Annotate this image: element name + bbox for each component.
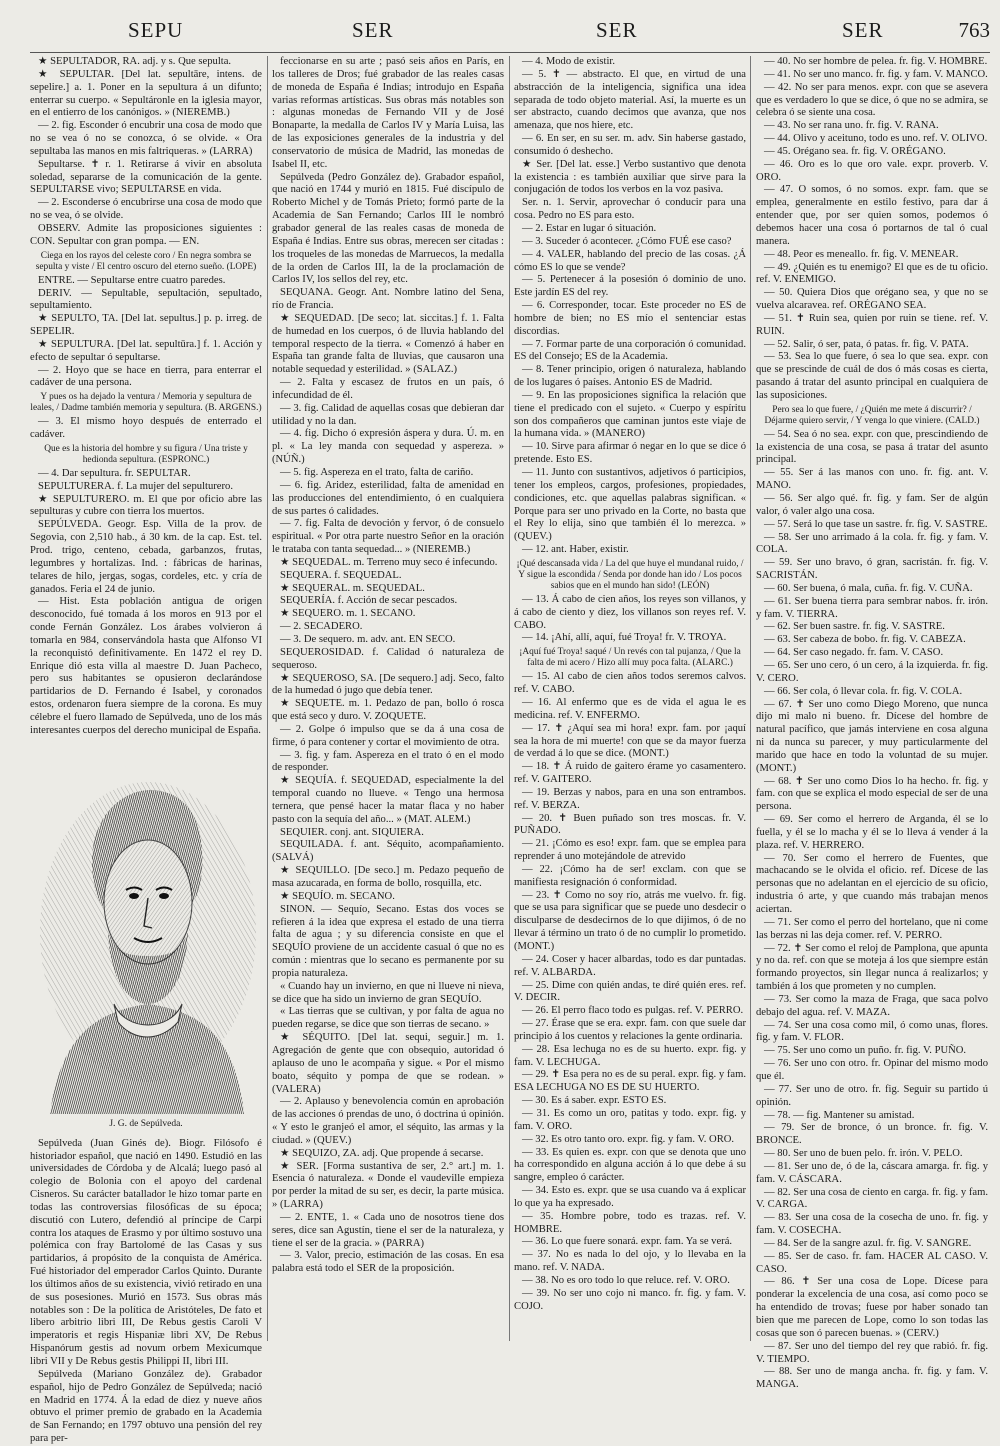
dictionary-entry: — 86. ✝ Ser una cosa de Lope. Dícese para ponderar la excelencia de una cosa, así como poco se ha entendido de trovas; fuese por haber sonado tan bien que me parecen de Lope, como lo son todas las cosas que son ó parecen buenas. » (CERV.) (756, 1276, 988, 1339)
dictionary-entry: — 4. VALER, hablando del precio de las cosas. ¿Á cómo ES lo que se vende? (514, 248, 746, 273)
dictionary-entry: — 38. No es oro todo lo que reluce. ref. V. ORO. (522, 1274, 730, 1286)
dictionary-entry: — 76. Ser uno con otro. fr. Opinar del mismo modo que él. (756, 1058, 988, 1082)
dictionary-entry: — 57. Será lo que tase un sastre. fr. fig. V. SASTRE. (764, 518, 988, 530)
dictionary-entry: — 71. Ser como el perro del hortelano, que ni come las berzas ni las deja comer. ref. V. PERRO. (756, 916, 988, 941)
dictionary-entry: SEQUEROSIDAD. f. Calidad ó naturaleza de sequeroso. (272, 646, 504, 671)
dictionary-entry: — 5. fig. Aspereza en el trato, falta de cariño. (280, 467, 474, 478)
column-divider (509, 56, 510, 1341)
dictionary-entry: — 22. ¡Cómo ha de ser! exclam. con que se manifiesta resignación ó conformidad. (514, 863, 746, 888)
dictionary-entry: — 44. Olivo y aceituno, todo es uno. ref. V. OLIVO. (764, 133, 988, 145)
dictionary-entry: — 88. Ser uno de manga ancha. fr. fig. y fam. V. MANGA. (756, 1366, 988, 1391)
dictionary-entry: — 18. ✝ Á ruido de gaitero érame yo casamentero. ref. V. GAITERO. (514, 761, 746, 786)
dictionary-entry: — 3. De sequero. m. adv. ant. EN SECO. (280, 633, 456, 645)
dictionary-entry: — 85. Ser de caso. fr. fam. HACER AL CASO. V. CASO. (756, 1250, 988, 1275)
dictionary-entry: Sepultarse. ✝ r. 1. Retirarse á vivir en absoluta soledad, separarse de la comunicación de la gente. SEPULTARSE vivo; SEPULTARSE en vida. (30, 158, 262, 196)
dictionary-entry: — 83. Ser una cosa de la cosecha de uno. fr. fig. y fam. V. COSECHA. (756, 1212, 988, 1237)
dictionary-entry: — 59. Ser uno bravo, ó gran, sacristán. fr. fig. V. SACRISTÁN. (756, 557, 988, 582)
dictionary-entry: — 11. Junto con sustantivos, adjetivos ó participios, tener los empleos, cargos, profesiones, propiedades, condiciones, etc. que aquellas palabras significan. « Porque para ser uno privado en la Corte, no basta que el Rey lo elija, sino que también él lo merezca. » (QUEV.) (514, 467, 746, 543)
dictionary-entry: — 73. Ser como la maza de Fraga, que saca polvo debajo del agua. ref. V. MAZA. (756, 993, 988, 1018)
dictionary-entry: — 78. — fig. Mantener su amistad. (764, 1109, 915, 1121)
dictionary-entry: — 40. No ser hombre de pelea. fr. fig. V. HOMBRE. (764, 56, 988, 67)
dictionary-entry: ¡Qué descansada vida / La del que huye el mundanal ruido, / Y sigue la escondida / Senda por donde han ido / Los pocos sabios que en el mundo han sido! (LEÓN) (516, 558, 744, 591)
dictionary-entry: — 5. Pertenecer á la posesión ó dominio de uno. Este jardín ES del rey. (514, 274, 746, 299)
dictionary-entry: — 15. Al cabo de cien años todos seremos calvos. ref. V. CABO. (514, 671, 746, 696)
dictionary-entry: — 46. Oro es lo que oro vale. expr. proverb. V. ORO. (756, 158, 988, 183)
dictionary-entry: — 4. Modo de existir. (522, 56, 615, 67)
dictionary-entry: ★ SEQUEDAL. m. Terreno muy seco é infecundo. (280, 556, 498, 568)
dictionary-entry: ★ SER. [Forma sustantiva de ser, 2.° art.] m. 1. Esencia ó naturaleza. « Donde el vaudeville empieza por perder la mitad de su ser, es decir, la parte música. » (LARRA) (272, 1160, 504, 1211)
dictionary-entry: — 60. Ser buena, ó mala, cuña. fr. fig. V. CUÑA. (764, 582, 973, 594)
dictionary-entry: — 2. Golpe ó impulso que se da á una cosa de firme, ó para contener y cortar el movimiento de otra. (272, 723, 504, 748)
dictionary-entry: Ser. n. 1. Servir, aprovechar ó conducir para una cosa. Pedro no ES para esto. (514, 197, 746, 222)
dictionary-entry: — 20. ✝ Buen puñado son tres moscas. fr. V. PUÑADO. (514, 812, 746, 837)
dictionary-entry: — 6. En ser, en su ser. m. adv. Sin haberse gastado, consumido ó deshecho. (514, 133, 746, 157)
dictionary-entry: — 2. Esconderse ó encubrirse una cosa de modo que no se vea, ó se olvide. (30, 197, 262, 222)
dictionary-entry: — 75. Ser uno como un puño. fr. fig. V. PUÑO. (764, 1045, 967, 1057)
dictionary-entry: ★ SEQUETE. m. 1. Pedazo de pan, bollo ó rosca que está seco y duro. V. ZOQUETE. (272, 698, 504, 723)
dictionary-entry: — 72. ✝ Ser como el reloj de Pamplona, que apunta y no da. ref. con que se moteja á los que siempre están formando proyectos, sin llegar nunca á realizarlos; y también á los que prometen y no cumplen. (756, 942, 988, 993)
dictionary-entry: — 4. fig. Dicho ó expresión áspera y dura. Ú. m. en pl. « La ley manda con sequedad y aspereza. » (NÚÑ.) (272, 428, 504, 466)
dictionary-entry: « Cuando hay un invierno, en que ni llueve ni nieva, se dice que ha sido un invierno de gran SEQUÍO. (272, 980, 504, 1005)
dictionary-entry: — 2. Falta y escasez de frutos en un país, ó infecundidad de él. (272, 377, 504, 401)
dictionary-entry: « Las tierras que se cultivan, y por falta de agua no pueden regarse, se dice que son tierras de secano. » (272, 1006, 504, 1031)
dictionary-entry: — 77. Ser uno de otro. fr. fig. Seguir su partido ú opinión. (756, 1083, 988, 1108)
dictionary-entry: — 13. Á cabo de cien años, los reyes son villanos, y á cabo de ciento y diez, los villanos son reyes ref. V. CABO. (514, 593, 746, 631)
dictionary-entry: ★ SEPULTAR. [Del lat. sepultāre, intens. de sepelire.] a. 1. Poner en la sepultura á un difunto; enterrar su cuerpo. « Sepultáronle en la iglesia mayor, en el entierro de los canónigos. » (NIEREMB.) (30, 68, 262, 119)
dictionary-entry: — 79. Ser de bronce, ó un bronce. fr. fig. V. BRONCE. (756, 1122, 988, 1147)
column-1-entries-top (30, 56, 262, 738)
dictionary-entry: — 12. ant. Haber, existir. (522, 544, 629, 556)
dictionary-entry: — 3. Valor, precio, estimación de las cosas. En esa palabra está todo el SER de la proposición. (272, 1250, 504, 1275)
dictionary-entry: — 33. Es quien es. expr. con que se denota que uno ha correspondido en alguna acción á lo que debe á su sangre, empleo ó carácter. (514, 1146, 746, 1184)
dictionary-entry: — 16. Al enfermo que es de vida el agua le es medicina. ref. V. ENFERMO. (514, 696, 746, 721)
dictionary-entry: — 23. ✝ Como no soy río, atrás me vuelvo. fr. fig. que se usa para significar que se puede uno desdecir o disculparse de desdecirnos de lo que dijimos, ó de no llevar á término un trato ó de no cumplir lo prometido. (MONT.) (514, 889, 746, 952)
dictionary-entry: SEQUERÍA. f. Acción de secar pescados. (280, 595, 458, 607)
dictionary-entry: — 54. Sea ó no sea. expr. con que, prescindiendo de la existencia de una cosa, se pasa á tratar del asunto principal. (756, 428, 988, 466)
dictionary-entry: — 3. fig. Calidad de aquellas cosas que debieran dar utilidad y no la dan. (272, 402, 504, 427)
dictionary-entry: — 21. ¡Cómo es eso! expr. fam. que se emplea para reprender á uno motejándole de atrevido (514, 838, 746, 863)
dictionary-entry: DERIV. — Sepultable, sepultación, sepultado, sepultamiento. (30, 287, 262, 312)
dictionary-entry: — 39. No ser uno cojo ni manco. fr. fig. y fam. V. COJO. (514, 1287, 746, 1312)
dictionary-entry: Que es la historia del hombre y su figura / Una triste y hedionda sepultura. (ESPRONC.) (44, 443, 248, 465)
dictionary-entry: — 14. ¡Ahí, allí, aquí, fué Troya! fr. V. TROYA. (522, 632, 727, 644)
dictionary-entry: ★ SEQUIZO, ZA. adj. Que propende á secarse. (280, 1147, 484, 1159)
dictionary-entry: SINON. — Sequío, Secano. Estas dos voces se refieren á la idea que expresa el estado de una tierra falta de agua ; y su diferencia consiste en que el SEQUÍO proviene de un accidente casual ó que no es común : mientras que lo secano es permanente por su propia naturaleza. (272, 903, 504, 979)
dictionary-entry: — 56. Ser algo qué. fr. fig. y fam. Ser de algún valor, ó valer algo una cosa. (756, 493, 988, 517)
dictionary-entry: — 30. Es á saber. expr. ESTO ES. (522, 1095, 667, 1107)
dictionary-entry: — 58. Ser uno arrimado á la cola. fr. fig. y fam. V. COLA. (756, 531, 988, 556)
dictionary-entry: ENTRE. — Sepultarse entre cuatro paredes. (38, 274, 226, 286)
dictionary-entry: — 26. El perro flaco todo es pulgas. ref. V. PERRO. (522, 1005, 744, 1017)
dictionary-entry: — 84. Ser de la sangre azul. fr. fig. V. SANGRE. (764, 1237, 972, 1249)
dictionary-entry: — 2. Hoyo que se hace en tierra, para enterrar el cadáver de una persona. (30, 364, 262, 389)
dictionary-entry: Sepúlveda (Juan Ginés de). Biogr. Filósofo é historiador español, que nació en 1490. Estudió en las universidades de Córdoba y de Alcalá; luego pasó al colegio de Bolonia con el apoyo del cardenal Cisneros. Su carácter batallador le hizo tomar parte en todas las controversias filosóficas de su época; discutió con Lutero, defendió al príncipe de Carpi contra los ataques de Erasmo y por último sostuvo una polémica con fray Bartolomé de las Casas y sus partidarios, á propósito de la conquista de América. Fué historiador del emperador Carlos Quinto. Durante los últimos años de su existencia, vivió retirado en una de sus posesiones. Murió en 1573. Sus obras más notables son : De la política de Aristóteles, De fato et libero arbitrio libri III, De Rebus gestis Caroli V imperatoris et regis Hispaniæ libri XV, De Rebus Hispanórum gestis ad novum orbem Mexicumque libri VII y De Rebus gestis Philippi II, libri III. (30, 1137, 262, 1367)
dictionary-entry: SEQUERA. f. SEQUEDAL. (280, 569, 402, 581)
dictionary-entry: Sepúlveda (Pedro González de). Grabador español, que nació en 1744 y murió en 1815. Fué discípulo de Roberto Michel y de Tomás Prieto; formó parte de la Academia de San Fernando; Carlos III le nombró grabador general de las reales casas de moneda de España é Indias. Entre sus obras, merecen ser citadas : los troqueles de las monedas de Marruecos, la medalla de la orden de Carlos III, la de la proclamación de Carlos IV, los sellos del rey, etc. (272, 171, 504, 286)
dictionary-entry: — 29. ✝ Esa pera no es de su peral. expr. fig. y fam. ESA LECHUGA NO ES DE SU HUERTO. (514, 1069, 746, 1094)
dictionary-entry: ★ SEQUEROSO, SA. [De sequero.] adj. Seco, falto de la humedad ó jugo que debía tener. (272, 672, 504, 697)
dictionary-entry: — 31. Es como un oro, patitas y todo. expr. fig. y fam. V. ORO. (514, 1107, 746, 1132)
dictionary-entry: — 3. Suceder ó acontecer. ¿Cómo FUÉ ese caso? (522, 235, 732, 247)
dictionary-entry: ★ SEQUÍO. m. SECANO. (280, 890, 395, 902)
column-1 (30, 56, 262, 1445)
page-number: 763 (958, 18, 990, 42)
dictionary-entry: ★ SEPULTURA. [Del lat. sepultūra.] f. 1. Acción y efecto de sepultar ó sepultarse. (30, 338, 262, 363)
header-rule (30, 52, 990, 53)
dictionary-entry: ★ SEPULTADOR, RA. adj. y s. Que sepulta. (38, 56, 232, 67)
dictionary-entry: — 36. Lo que fuere sonará. expr. fam. Ya se verá. (522, 1236, 733, 1248)
dictionary-entry: SEPÚLVEDA. Geogr. Esp. Villa de la prov. de Segovia, con 2,510 hab., á 30 km. de la cap. Est. tel. Prod. trigo, centeno, cebada, garbanzos, frutas, legumbres y hortalizas. Ind. : fábricas de harinas, telares de hilo, jergas, sogas, cordeles, etc. y cría de ganados. Feria el 24 de junio. (30, 519, 262, 595)
dictionary-entry: — 32. Es otro tanto oro. expr. fig. y fam. V. ORO. (522, 1133, 735, 1145)
dictionary-entry: — 64. Ser caso negado. fr. fam. V. CASO. (764, 647, 944, 659)
dictionary-entry: — 67. ✝ Ser uno como Diego Moreno, que nunca dijo mi malo ni bueno. fr. Dícese del hombre de natural pacífico, que jamás interviene en cosa alguna ni da nunca su parecer, y muy particularmente del marido que hace en todo la voluntad de su mujer. (MONT.) (756, 698, 988, 774)
dictionary-entry: — 47. O somos, ó no somos. expr. fam. que se emplea, generalmente en estilo festivo, para dar á entender que, por ser quien somos, podemos ó debemos hacer una cosa ó portarnos de tal ó cual manera. (756, 184, 988, 247)
dictionary-entry: — 2. ENTE, 1. « Cada uno de nosotros tiene dos seres, dice san Agustín, tiene el ser de la naturaleza, y tiene el ser de la gracia. » (PARRA) (272, 1211, 504, 1249)
dictionary-entry: — 53. Sea lo que fuere, ó sea lo que sea. expr. con que se prescinde de cuál de dos ó más cosas es cierta, pasando á tratar del asunto principal en cualquiera de las suposiciones. (756, 351, 988, 401)
dictionary-entry: — 2. Estar en lugar ó situación. (522, 222, 657, 234)
dictionary-entry: — 7. Formar parte de una corporación ó comunidad. ES del Consejo; ES de la Academia. (514, 338, 746, 363)
dictionary-entry: — 62. Ser buen sastre. fr. fig. V. SASTRE. (764, 621, 945, 633)
dictionary-entry: — 69. Ser como el herrero de Arganda, él se lo fuella, y él se lo macha y él se lo lleva á vender á la plaza. ref. V. HERRERO. (756, 814, 988, 851)
dictionary-entry: — 68. ✝ Ser uno como Dios lo ha hecho. fr. fig. y fam. con que se explica el modo especial de ser de una persona. (756, 775, 988, 813)
dictionary-entry: — 3. fig. y fam. Aspereza en el trato ó en el modo de responder. (272, 749, 504, 774)
dictionary-entry: — 6. fig. Aridez, esterilidad, falta de amenidad en las producciones del entendimiento, ó en cualquiera de sus partes ó calidades. (272, 479, 504, 517)
dictionary-entry: SEQUIER. conj. ant. SIQUIERA. (280, 826, 424, 838)
dictionary-entry: — 28. Esa lechuga no es de su huerto. expr. fig. y fam. V. LECHUGA. (514, 1043, 746, 1068)
page-header (0, 0, 1000, 46)
dictionary-entry: ★ SEQUEDAD. [De seco; lat. siccitas.] f. 1. Falta de humedad en los cuerpos, ó de lluvia hablando del temporal respecto de la tierra. « Comenzó á haber en España tan grande falta de lluvias, que causaron una notable sequedad y esterilidad. » (SALAZ.) (272, 312, 504, 376)
column-4 (756, 56, 988, 1391)
dictionary-entry: — 8. Tener principio, origen ó naturaleza, hablando de los lugares ó países. Antonio ES de Madrid. (514, 364, 746, 389)
dictionary-entry: Ciega en los rayos del celeste coro / En negra sombra se sepulta y viste / El centro oscuro del eterno sueño. (LOPE) (35, 250, 257, 272)
dictionary-entry: — Hist. Esta población antigua de origen desconocido, fué tomada á los moros en 913 por el conde Fernán González. Los árabes volvieron á tomarla en 984, conservándola hasta que Alfonso VI la reconquistó definitivamente. En 1472 el rey D. Enrique dió esta villa al maestre D. Juan Pacheco, pero sus habitantes se opusieron declarándose partidarios de D. Fernando é Isabel, y coronados estos, ordenaron fuera siempre de la corona. Es muy célebre el fuero llamado de Sepúlveda, uno de los más interesantes cuerpos del derecho municipal de España. (30, 596, 262, 736)
dictionary-entry: ★ Ser. [Del lat. esse.] Verbo sustantivo que denota la existencia : es también auxiliar que sirve para la conjugación de todos los verbos en la voz pasiva. (514, 158, 746, 196)
dictionary-entry: ★ SEQUÍA. f. SEQUEDAD, especialmente la del temporal cuando no llueve. « Tengo una hermosa ternera, que pensé hacer la matar flaca y no haber pasto con la sequía del año... » (MAT. ALEM.) (272, 775, 504, 825)
dictionary-entry: — 80. Ser uno de buen pelo. fr. irón. V. PELO. (764, 1148, 963, 1160)
dictionary-entry: — 55. Ser á las manos con uno. fr. fig. ant. V. MANO. (756, 467, 988, 492)
dictionary-entry: SEQUILADA. f. ant. Séquito, acompañamiento. (SALVÁ) (272, 839, 504, 864)
dictionary-entry: — 2. SECADERO. (280, 621, 363, 633)
dictionary-entry: OBSERV. Admite las proposiciones siguientes : CON. Sepultar con gran pompa. — EN. (30, 222, 262, 247)
dictionary-entry: — 9. En las proposiciones significa la relación que tiene el predicado con el sujeto. « Cuerpo y espíritu son dos compañeros que caminan juntos este viaje de la humana vida. » (MANERO) (514, 389, 746, 440)
dictionary-entry: — 65. Ser uno cero, ó un cero, á la izquierda. fr. fig. V. CERO. (756, 659, 988, 684)
dictionary-entry: — 52. Salir, ó ser, pata, ó patas. fr. fig. V. PATA. (764, 338, 969, 350)
column-2 (272, 56, 504, 1341)
dictionary-entry: — 61. Ser buena tierra para sembrar nabos. fr. irón. y fam. V. TIERRA. (756, 595, 988, 620)
dictionary-entry: Sepúlveda (Mariano González de). Grabador español, hijo de Pedro González de Sepúlveda; nació en Madrid en 1774. Á la edad de diez y nueve años obtuvo el primer premio de grabado en la Academia de San Fernando; en 1797 obtuvo una pensión del rey para per- (30, 1368, 262, 1445)
dictionary-entry: ★ SÉQUITO. [Del lat. sequi, seguir.] m. 1. Agregación de gente que con obsequio, autoridad ó aplauso de uno le acompaña y sigue. « Por el mismo boato, séquito y pompa de que se rodean. » (VALERA) (272, 1032, 504, 1095)
dictionary-entry: — 51. ✝ Ruin sea, quien por ruin se tiene. ref. V. RUIN. (756, 312, 988, 337)
column-3 (514, 56, 746, 1341)
dictionary-entry: — 2. Aplauso y benevolencia común en aprobación de las acciones ó prendas de uno, ó doctrina ú opinión. « Y esto le granjeó el amor, el séquito, las armas y la ciudad. » (QUEV.) (272, 1096, 504, 1146)
guide-word-left: SEPU (128, 18, 184, 42)
dictionary-entry: — 25. Dime con quién andas, te diré quién eres. ref. V. DECIR. (514, 979, 746, 1004)
dictionary-entry: — 17. ✝ ¿Aquí sea mi hora! expr. fam. por ¡aquí sea la hora de mi muerte! con que se da mayor fuerza de verdad á lo que se dice. (MONT.) (514, 722, 746, 760)
dictionary-entry: — 7. fig. Falta de devoción y fervor, ó de consuelo espiritual. « Por otra parte nuestro Señor en la oración le trataba con tanta sequedad... » (NIEREMB.) (272, 518, 504, 556)
dictionary-entry: — 2. fig. Esconder ó encubrir una cosa de modo que no se vea ó no se conozca, ó se olvide. « Ora sepultaba las manos en mis faltriqueras. » (LARRA) (30, 120, 262, 157)
dictionary-entry: SEPULTURERA. f. La mujer del sepulturero. (38, 480, 233, 492)
dictionary-entry: Y pues os ha dejado la ventura / Memoria y sepultura de leales, / Dadme también memoria y sepultura. (B. ARGENS.) (30, 392, 262, 414)
dictionary-entry: — 5. ✝ — abstracto. El que, en virtud de una abstracción de la inteligencia, significa una idea separada de todo objeto material. Así, la muerte es un ser abstracto, cuando decimos que avanza, que nos amenaza, que nos hiere, etc. (514, 68, 746, 132)
column-divider (267, 56, 268, 1341)
dictionary-entry: ★ SEQUERO. m. 1. SECANO. (280, 608, 416, 620)
dictionary-entry: ★ SEQUERAL. m. SEQUEDAL. (280, 582, 425, 594)
dictionary-entry: — 81. Ser uno de, ó de la, cáscara amarga. fr. fig. y fam. V. CÁSCARA. (756, 1160, 988, 1185)
dictionary-entry: — 45. Orégano sea. fr. fig. V. ORÉGANO. (764, 145, 946, 157)
dictionary-entry: ¡Aquí fué Troya! saqué / Un revés con tal pujanza, / Que la falta de mi acero / Hizo allí muy poca falta. (ALARC.) (519, 647, 741, 669)
dictionary-entry: ★ SEQUILLO. [De seco.] m. Pedazo pequeño de masa azucarada, en forma de bollo, rosquilla, etc. (272, 865, 504, 889)
dictionary-entry: — 24. Coser y hacer albardas, todo es dar puntadas. ref. V. ALBARDA. (514, 953, 746, 978)
dictionary-entry: Pero sea lo que fuere, / ¿Quién me mete á discurrir? / Déjarme quiero servir, / Y venga lo que viniere. (CALD.) (764, 404, 980, 426)
dictionary-entry: — 4. Dar sepultura. fr. SEPULTAR. (38, 467, 191, 479)
dictionary-entry: — 63. Ser cabeza de bobo. fr. fig. V. CABEZA. (764, 634, 966, 646)
column-1-entries-bottom (30, 1138, 262, 1446)
dictionary-entry: — 3. El mismo hoyo después de enterrado el cadáver. (30, 416, 262, 441)
guide-word-right: SER (842, 18, 884, 42)
dictionary-entry: ★ SEPULTO, TA. [Del lat. sepultus.] p. p. irreg. de SEPELIR. (30, 313, 262, 338)
dictionary-entry: — 70. Ser como el herrero de Fuentes, que machacando se le olvida el oficio. ref. Dícese de las personas que no adelantan en el ejercicio de su oficio, industria ó arte, y que cuando más trabajan menos aciertan. (756, 852, 988, 915)
dictionary-entry: — 74. Ser una cosa como mil, ó como unas, flores. fig. y fam. V. FLOR. (756, 1019, 988, 1044)
portrait-engraving (30, 742, 262, 1122)
dictionary-entry: — 48. Peor es meneallo. fr. fig. V. MENEAR. (764, 248, 959, 260)
dictionary-entry: — 43. No ser rana uno. fr. fig. V. RANA. (764, 120, 939, 132)
dictionary-entry: — 42. No ser para menos. expr. con que se asevera que es verdadero lo que se dice, ó que no se admira, se celebra ó se siente una cosa. (756, 81, 988, 119)
dictionary-entry: — 41. No ser uno manco. fr. fig. y fam. V. MANCO. (764, 68, 988, 80)
dictionary-entry: ★ SEPULTURERO. m. El que por oficio abre las sepulturas y cubre con tierra los muertos. (30, 493, 262, 518)
dictionary-entry: — 49. ¿Quién es tu enemigo? El que es de tu oficio. ref. V. ENEMIGO. (756, 261, 988, 286)
guide-word-center-left: SER (352, 18, 394, 42)
dictionary-entry: — 50. Quiera Dios que orégano sea, y que no se vuelva alcaravea. ref. ORÉGANO SEA. (756, 287, 988, 312)
dictionary-entry: — 35. Hombre pobre, todo es trazas. ref. V. HOMBRE. (514, 1210, 746, 1235)
dictionary-entry: — 34. Esto es. expr. que se usa cuando va á explicar lo que ya ha expresado. (514, 1185, 746, 1209)
dictionary-entry: — 10. Sirve para afirmar ó negar en lo que se dice ó pretende. Esto ES. (514, 441, 746, 466)
guide-word-center-right: SER (596, 18, 638, 42)
dictionary-entry: SEQUANA. Geogr. Ant. Nombre latino del Sena, río de Francia. (272, 287, 504, 312)
dictionary-entry: — 37. No es nada lo del ojo, y lo llevaba en la mano. ref. V. NADA. (514, 1249, 746, 1274)
column-divider (750, 56, 751, 1341)
dictionary-entry: — 66. Ser cola, ó llevar cola. fr. fig. V. COLA. (764, 685, 963, 697)
dictionary-entry: — 27. Érase que se era. expr. fam. con que suele dar principio á los cuentos y relaciones la gente ordinaria. (514, 1018, 746, 1042)
portrait-illustration (30, 742, 262, 1134)
dictionary-entry: — 19. Berzas y nabos, para en una son entrambos. ref. V. BERZA. (514, 786, 746, 811)
dictionary-entry: — 82. Ser una cosa de ciento en carga. fr. fig. y fam. V. CARGA. (756, 1186, 988, 1211)
dictionary-entry: feccionarse en su arte ; pasó seis años en París, en los talleres de Dros; fué grabador de las reales casas de moneda de España é Indias; introdujo en España varias reformas artísticas. Sus obras más notables son : algunas monedas de Fernando VII y de José Bonaparte, la medalla de Carlos IV y María Luisa, las de las exposiciones generales de la industria y del conservatorio de música de Madrid, las monedas de Isabel II, etc. (272, 56, 504, 170)
portrait-caption: J. G. de Sepúlveda. (109, 1118, 183, 1129)
dictionary-entry: — 6. Corresponder, tocar. Este proceder no ES de hombre de bien; no ES mío el sentenciar estas discordias. (514, 300, 746, 337)
dictionary-entry: — 87. Ser uno del tiempo del rey que rabió. fr. fig. V. TIEMPO. (756, 1340, 988, 1365)
